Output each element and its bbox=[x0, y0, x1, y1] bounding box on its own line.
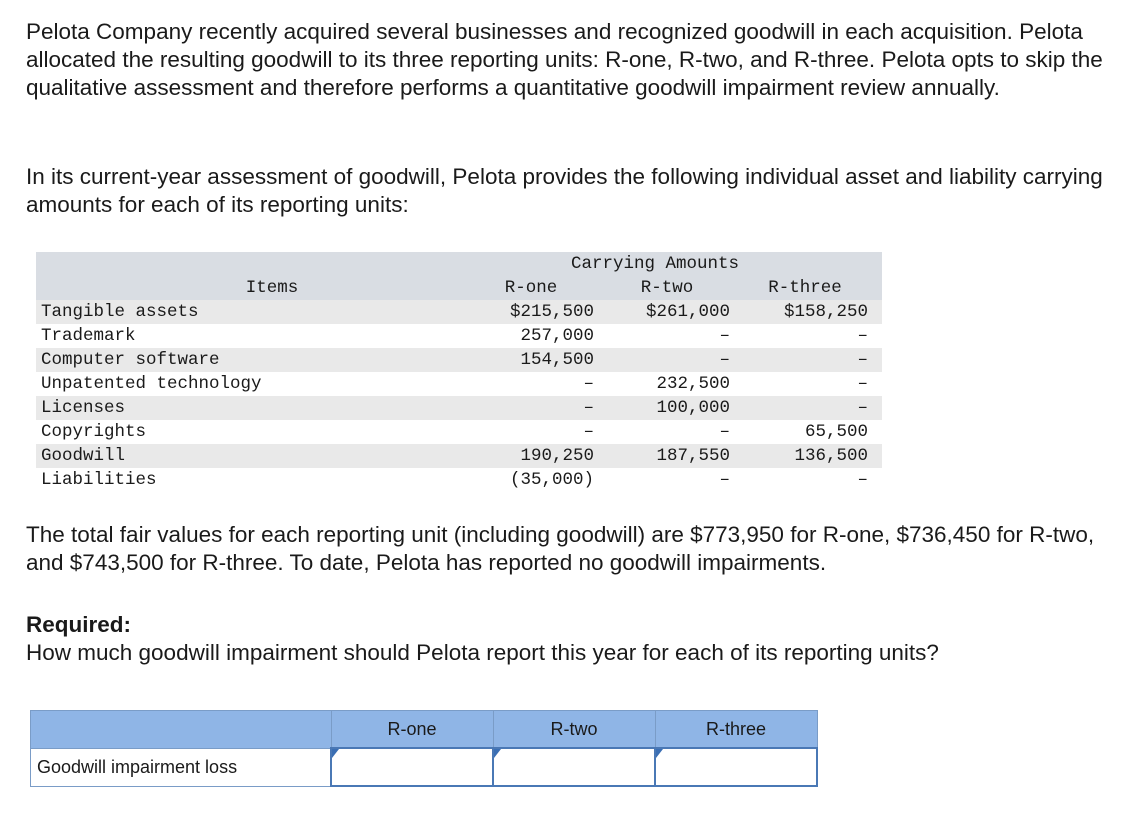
column-header-items: Items bbox=[245, 278, 299, 298]
cell-r-two: $261,000 bbox=[645, 302, 730, 322]
assessment-paragraph: In its current-year assessment of goodwill, Pelota provides the following individual asset and liability carrying amounts for each of its reporting units: bbox=[26, 164, 1103, 217]
answer-row bbox=[31, 748, 818, 786]
cell-r-one: (35,000) bbox=[509, 470, 594, 490]
cell-r-one: 190,250 bbox=[520, 446, 594, 466]
row-label: Trademark bbox=[41, 326, 136, 346]
input-marker-icon bbox=[332, 749, 339, 758]
cell-r-two: 100,000 bbox=[656, 398, 730, 418]
table-row bbox=[36, 372, 882, 396]
column-header-r-three: R-three bbox=[768, 278, 842, 298]
cell-r-one: 154,500 bbox=[520, 350, 594, 370]
cell-r-three: – bbox=[857, 470, 868, 490]
answer-header-r-one: R-one bbox=[331, 711, 493, 749]
table-row bbox=[36, 396, 882, 420]
cell-r-three: 136,500 bbox=[794, 446, 868, 466]
table-row bbox=[36, 300, 882, 324]
cell-r-three: 65,500 bbox=[804, 422, 868, 442]
r-two-impairment-input[interactable] bbox=[494, 749, 654, 785]
row-label: Licenses bbox=[41, 398, 126, 418]
row-label: Computer software bbox=[41, 350, 220, 370]
r-one-impairment-input[interactable] bbox=[332, 749, 492, 785]
row-label: Copyrights bbox=[41, 422, 147, 442]
answer-header-r-two: R-two bbox=[493, 711, 655, 749]
cell-r-three: – bbox=[857, 398, 868, 418]
row-label: Unpatented technology bbox=[41, 374, 262, 394]
cell-r-two: – bbox=[719, 422, 730, 442]
table-row bbox=[36, 468, 882, 492]
input-marker-icon bbox=[494, 749, 501, 758]
table-row bbox=[36, 444, 882, 468]
row-label: Goodwill bbox=[41, 446, 126, 466]
cell-r-two: 232,500 bbox=[656, 374, 730, 394]
column-header-r-two: R-two bbox=[640, 278, 694, 298]
carrying-amounts-table bbox=[36, 252, 882, 492]
table-group-header-row bbox=[36, 252, 882, 276]
cell-r-one: – bbox=[583, 398, 594, 418]
table-row bbox=[36, 420, 882, 444]
cell-r-one: – bbox=[583, 374, 594, 394]
answer-header-row bbox=[31, 711, 818, 749]
answer-header-r-three: R-three bbox=[655, 711, 817, 749]
r-one-input-cell[interactable] bbox=[331, 748, 493, 786]
cell-r-two: – bbox=[719, 350, 730, 370]
answer-grid bbox=[30, 710, 818, 787]
goodwill-impairment-loss-label: Goodwill impairment loss bbox=[31, 748, 332, 786]
r-two-input-cell[interactable] bbox=[493, 748, 655, 786]
required-section bbox=[26, 611, 1126, 667]
cell-r-three: – bbox=[857, 326, 868, 346]
r-three-input-cell[interactable] bbox=[655, 748, 817, 786]
column-header-r-one: R-one bbox=[504, 278, 558, 298]
table-column-header-row bbox=[36, 276, 882, 300]
group-header: Carrying Amounts bbox=[570, 254, 740, 274]
row-label: Tangible assets bbox=[41, 302, 199, 322]
cell-r-one: $215,500 bbox=[509, 302, 594, 322]
required-question: How much goodwill impairment should Pelota report this year for each of its reporting units? bbox=[26, 640, 939, 665]
cell-r-one: 257,000 bbox=[520, 326, 594, 346]
input-marker-icon bbox=[656, 749, 663, 758]
required-heading: Required: bbox=[26, 612, 132, 637]
cell-r-three: – bbox=[857, 374, 868, 394]
table-row bbox=[36, 324, 882, 348]
r-three-impairment-input[interactable] bbox=[656, 749, 816, 785]
fair-value-paragraph: The total fair values for each reporting unit (including goodwill) are $773,950 for R-one, $736,450 for R-two, and $743,500 for R-three. To date, Pelota has reported no goodwill impairments. bbox=[26, 522, 1095, 575]
cell-r-three: – bbox=[857, 350, 868, 370]
answer-header-blank bbox=[31, 711, 332, 749]
cell-r-one: – bbox=[583, 422, 594, 442]
intro-paragraph: Pelota Company recently acquired several businesses and recognized goodwill in each acquisition. Pelota allocated the resulting goodwill to its three reporting units: R-one, R-two, and R-three. Pelota opts to skip the qualitative assessment and therefore performs a quantitative goodwill impairment review annually. bbox=[26, 19, 1103, 100]
table-row bbox=[36, 348, 882, 372]
row-label: Liabilities bbox=[41, 470, 157, 490]
cell-r-three: $158,250 bbox=[783, 302, 868, 322]
cell-r-two: 187,550 bbox=[656, 446, 730, 466]
cell-r-two: – bbox=[719, 470, 730, 490]
cell-r-two: – bbox=[719, 326, 730, 346]
